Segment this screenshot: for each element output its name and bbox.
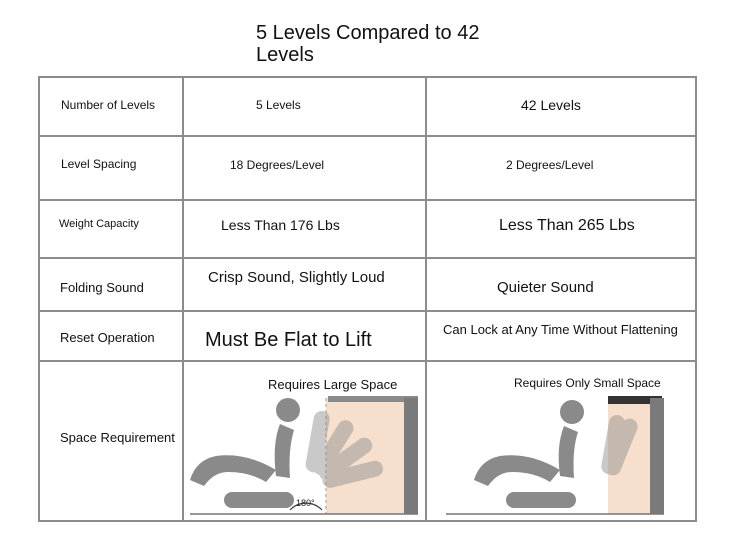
cell-42-levels-space-caption: Requires Only Small Space [514,376,661,390]
row-label-folding-sound: Folding Sound [60,280,144,295]
table-border-top [38,76,697,78]
row-label-space-requirement: Space Requirement [60,430,175,445]
cell-5-levels-count: 5 Levels [256,98,301,112]
cell-5-levels-sound: Crisp Sound, Slightly Loud [208,269,385,286]
column-divider [425,76,427,522]
table-border-right [695,76,697,522]
table-border-bottom [38,520,697,522]
cell-5-levels-space-caption: Requires Large Space [268,377,398,392]
page-title: 5 Levels Compared to 42 Levels [256,22,480,66]
row-label-level-spacing: Level Spacing [61,157,137,171]
cell-5-levels-weight: Less Than 176 Lbs [221,217,340,233]
row-divider [38,310,697,312]
row-divider [38,135,697,137]
cell-5-levels-reset: Must Be Flat to Lift [205,329,372,351]
cell-42-levels-spacing: 2 Degrees/Level [506,158,594,172]
large-space-illustration [184,390,424,520]
cell-42-levels-count: 42 Levels [521,97,581,113]
cell-42-levels-reset: Can Lock at Any Time Without Flattening [443,322,678,337]
cell-5-levels-spacing: 18 Degrees/Level [230,158,325,172]
row-divider [38,360,697,362]
row-label-number-of-levels: Number of Levels [61,98,156,112]
angle-label: 180° [296,498,315,508]
row-label-reset-operation: Reset Operation [60,330,155,345]
table-border-left [38,76,40,522]
row-divider [38,199,697,201]
cell-42-levels-weight: Less Than 265 Lbs [499,217,635,234]
row-divider [38,257,697,259]
small-space-illustration [440,390,670,520]
row-label-weight-capacity: Weight Capacity [59,218,139,230]
cell-42-levels-sound: Quieter Sound [497,279,594,296]
